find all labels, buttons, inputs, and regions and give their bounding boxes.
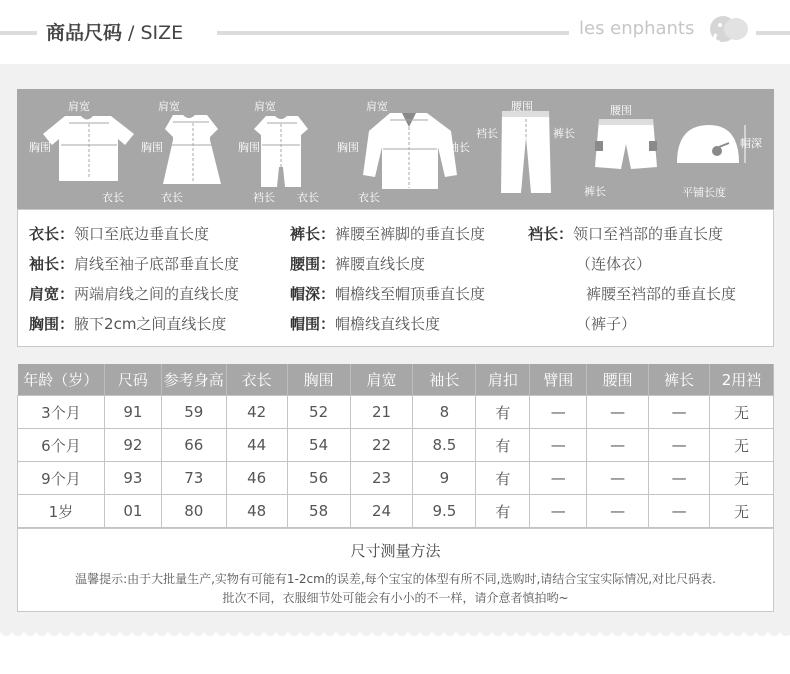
garment-diagram-strip xyxy=(17,89,774,209)
note-line-2: 批次不同，衣服细节处可能会有小小的不一样，请介意者慎拍哟~ xyxy=(222,591,569,605)
table-cell: 93 xyxy=(104,462,161,495)
tee-chest-label: 胸围 xyxy=(29,141,51,154)
size-table xyxy=(17,364,774,528)
col-arm: 臂围 xyxy=(530,364,587,396)
shorts-inseam-label: 裤长 xyxy=(584,185,606,198)
shorts-waist-label: 腰围 xyxy=(610,104,632,117)
pants-crotch-label: 裆长 xyxy=(476,127,498,140)
dress-chest-label: 胸围 xyxy=(141,141,163,154)
table-cell: 无 xyxy=(710,396,774,429)
table-cell: — xyxy=(530,462,587,495)
table-cell: 91 xyxy=(104,396,161,429)
dress-length-label: 衣长 xyxy=(161,191,183,204)
table-row xyxy=(18,396,774,429)
tee-shoulder-label: 肩宽 xyxy=(68,100,90,113)
table-cell: 48 xyxy=(226,495,287,528)
elephant-logo-icon xyxy=(706,12,752,46)
table-cell: 44 xyxy=(226,429,287,462)
title-separator: / xyxy=(122,22,141,44)
table-cell: 8 xyxy=(413,396,476,429)
table-cell: 56 xyxy=(287,462,350,495)
table-cell: — xyxy=(649,495,710,528)
hat-diagram xyxy=(677,125,739,163)
note-title: 尺寸测量方法 xyxy=(350,542,441,560)
definition-pants-length: 裤长：裤腰至裤脚的垂直长度 xyxy=(290,225,486,243)
romper-length-label: 衣长 xyxy=(297,191,319,204)
table-cell: 23 xyxy=(350,462,413,495)
table-cell: 有 xyxy=(476,495,530,528)
col-age: 年龄（岁） xyxy=(18,364,105,396)
table-cell: — xyxy=(587,396,649,429)
definition-chest: 胸围：腋下2cm之间直线长度 xyxy=(29,315,227,333)
table-cell: — xyxy=(530,495,587,528)
table-cell: 6个月 xyxy=(18,429,105,462)
table-cell: — xyxy=(649,462,710,495)
col-dual-crotch: 2用裆 xyxy=(710,364,774,396)
table-cell: 92 xyxy=(104,429,161,462)
table-row xyxy=(18,462,774,495)
measurement-definitions xyxy=(17,209,774,347)
romper-crotch-label: 裆长 xyxy=(253,191,275,204)
measurement-note xyxy=(17,528,774,612)
scalloped-edge xyxy=(0,630,790,642)
table-cell: 22 xyxy=(350,429,413,462)
table-cell: 24 xyxy=(350,495,413,528)
pants-diagram xyxy=(501,111,551,193)
title-cn: 商品尺码 xyxy=(46,22,123,44)
table-cell: 52 xyxy=(287,396,350,429)
table-cell: — xyxy=(587,495,649,528)
jacket-diagram xyxy=(363,113,457,189)
table-cell: 01 xyxy=(104,495,161,528)
table-cell: 有 xyxy=(476,429,530,462)
table-cell: 46 xyxy=(226,462,287,495)
title-en: SIZE xyxy=(140,22,184,44)
col-length: 衣长 xyxy=(226,364,287,396)
dress-diagram xyxy=(163,115,221,184)
dress-shoulder-label: 肩宽 xyxy=(158,100,180,113)
table-cell: 80 xyxy=(161,495,226,528)
table-cell: 73 xyxy=(161,462,226,495)
definition-waist: 腰围：裤腰直线长度 xyxy=(290,255,426,273)
header-line-left xyxy=(0,31,37,35)
table-cell: 54 xyxy=(287,429,350,462)
hat-flat-label: 平铺长度 xyxy=(682,186,726,199)
header-line-middle xyxy=(217,31,569,35)
table-cell: 66 xyxy=(161,429,226,462)
brand-name: les enphants xyxy=(579,18,695,39)
col-sleeve: 袖长 xyxy=(413,364,476,396)
col-shoulder: 肩宽 xyxy=(350,364,413,396)
col-waist: 腰围 xyxy=(587,364,649,396)
table-cell: — xyxy=(649,396,710,429)
table-cell: 有 xyxy=(476,396,530,429)
jacket-shoulder-label: 肩宽 xyxy=(366,100,388,113)
table-cell: 21 xyxy=(350,396,413,429)
definition-crotch: 裆长：领口至裆部的垂直长度 xyxy=(528,225,724,243)
table-row xyxy=(18,495,774,528)
definition-sleeve: 袖长：肩线至袖子底部垂直长度 xyxy=(29,255,240,273)
table-cell: — xyxy=(649,429,710,462)
definition-length: 衣长：领口至底边垂直长度 xyxy=(29,225,210,243)
col-size: 尺码 xyxy=(104,364,161,396)
table-cell: 无 xyxy=(710,429,774,462)
col-height: 参考身高 xyxy=(161,364,226,396)
definition-shoulder: 肩宽：两端肩线之间的直线长度 xyxy=(29,285,240,303)
table-header-row xyxy=(18,364,774,396)
shorts-diagram xyxy=(595,119,657,169)
table-cell: 1岁 xyxy=(18,495,105,528)
romper-shoulder-label: 肩宽 xyxy=(254,100,276,113)
table-row xyxy=(18,429,774,462)
table-cell: 9 xyxy=(413,462,476,495)
jacket-length-label: 衣长 xyxy=(358,191,380,204)
table-cell: 有 xyxy=(476,462,530,495)
table-cell: 9.5 xyxy=(413,495,476,528)
header-line-right xyxy=(756,31,790,35)
note-line-1: 温馨提示:由于大批量生产,实物有可能有1-2cm的误差,每个宝宝的体型有所不同,选购时,请结合宝宝实际情况,对比尺码表. xyxy=(75,572,716,586)
table-cell: 9个月 xyxy=(18,462,105,495)
table-cell: 8.5 xyxy=(413,429,476,462)
table-cell: — xyxy=(587,429,649,462)
crotch-note-romper: （连体衣） xyxy=(576,255,652,273)
table-cell: — xyxy=(530,429,587,462)
table-cell: — xyxy=(530,396,587,429)
col-chest: 胸围 xyxy=(287,364,350,396)
romper-chest-label: 胸围 xyxy=(238,141,260,154)
hat-depth-label: 帽深 xyxy=(740,137,762,150)
page-title xyxy=(46,18,183,45)
table-cell: 无 xyxy=(710,495,774,528)
tee-length-label: 衣长 xyxy=(102,191,124,204)
garment-diagrams xyxy=(17,89,774,209)
table-cell: 59 xyxy=(161,396,226,429)
table-cell: 42 xyxy=(226,396,287,429)
definition-hat-circumference: 帽围：帽檐线直线长度 xyxy=(290,315,441,333)
table-cell: 无 xyxy=(710,462,774,495)
jacket-sleeve-label: 袖长 xyxy=(448,141,470,154)
jacket-chest-label: 胸围 xyxy=(337,141,359,154)
crotch-note-pants-desc: 裤腰至裆部的垂直长度 xyxy=(586,285,737,303)
col-pants-length: 裤长 xyxy=(649,364,710,396)
table-cell: — xyxy=(587,462,649,495)
pants-waist-label: 腰围 xyxy=(511,100,533,113)
col-shoulder-button: 肩扣 xyxy=(476,364,530,396)
pants-inseam-label: 裤长 xyxy=(553,127,575,140)
crotch-note-pants: （裤子） xyxy=(576,315,637,333)
definition-hat-depth: 帽深：帽檐线至帽顶垂直长度 xyxy=(290,285,486,303)
table-cell: 3个月 xyxy=(18,396,105,429)
table-cell: 58 xyxy=(287,495,350,528)
